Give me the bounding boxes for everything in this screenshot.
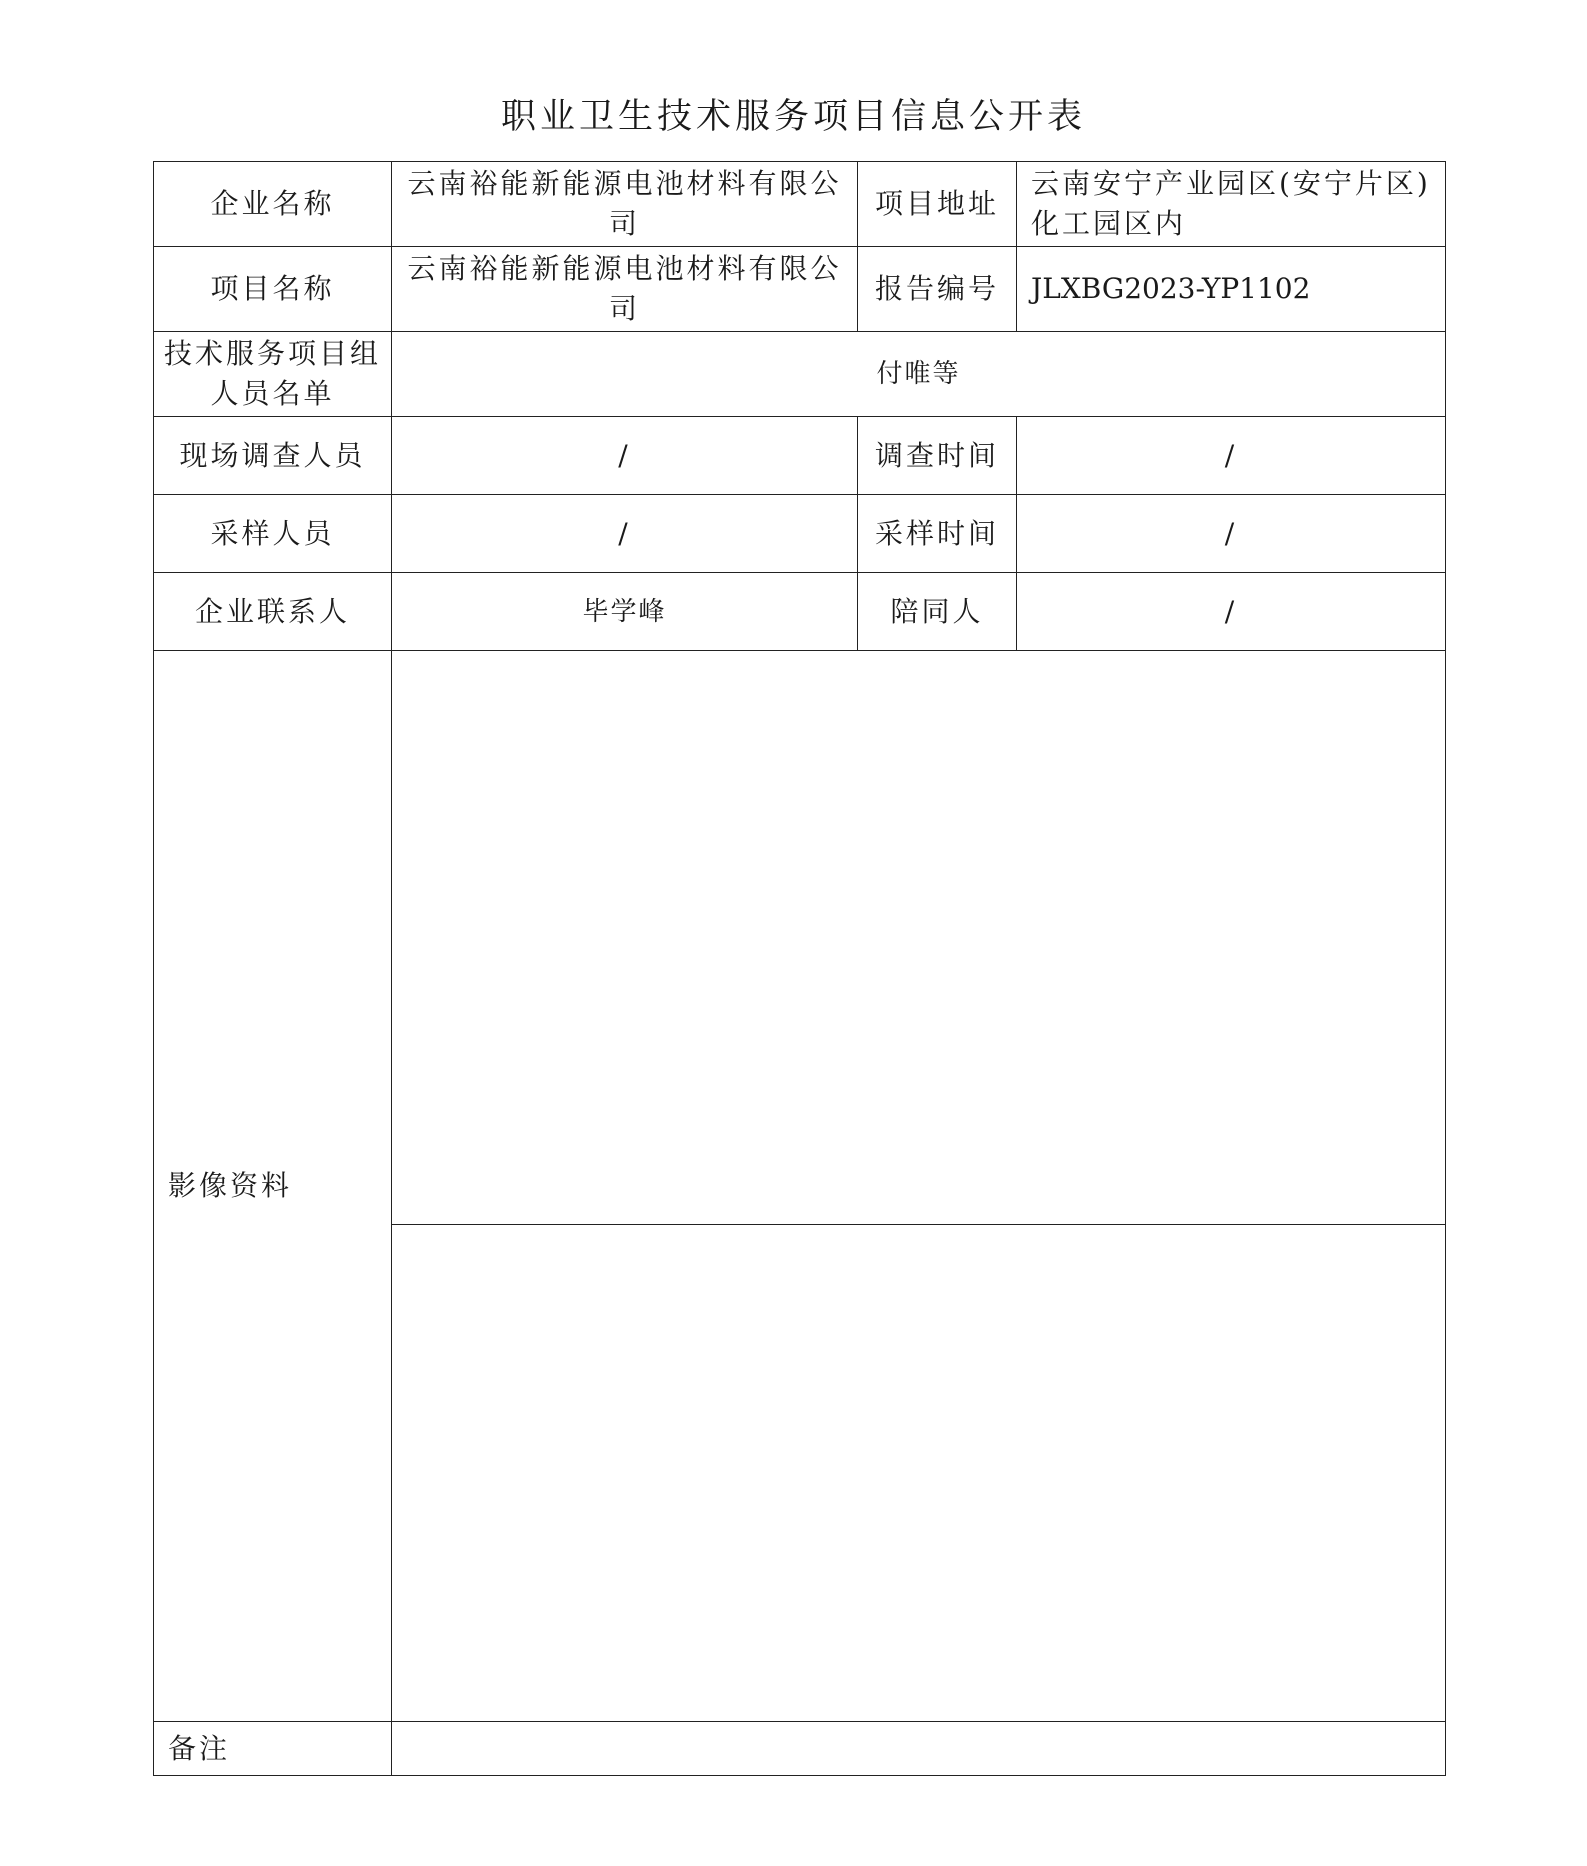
accompany-value: / (1017, 573, 1446, 651)
report-no-label: 报告编号 (858, 247, 1017, 332)
info-table (153, 161, 1446, 1776)
survey-time-value: / (1017, 417, 1446, 495)
project-name-label: 项目名称 (154, 247, 392, 332)
accompany-label: 陪同人 (858, 573, 1017, 651)
remarks-value (392, 1722, 1446, 1776)
project-name-value: 云南裕能新能源电池材料有限公司 (392, 247, 858, 332)
project-address-value: 云南安宁产业园区(安宁片区)化工园区内 (1017, 162, 1446, 247)
row-company-name (154, 162, 1446, 247)
row-remarks (154, 1722, 1446, 1776)
survey-staff-label: 现场调查人员 (154, 417, 392, 495)
media-image-slot-2 (392, 1225, 1446, 1722)
contact-value: 毕学峰 (392, 573, 858, 651)
sampling-staff-label: 采样人员 (154, 495, 392, 573)
row-team (154, 332, 1446, 417)
report-no-value: JLXBG2023-YP1102 (1017, 247, 1446, 332)
row-media-1 (154, 651, 1446, 1225)
sampling-time-label: 采样时间 (858, 495, 1017, 573)
team-label: 技术服务项目组人员名单 (154, 332, 392, 417)
row-survey (154, 417, 1446, 495)
team-value: 付唯等 (392, 332, 1446, 417)
sampling-staff-value: / (392, 495, 858, 573)
media-label: 影像资料 (154, 651, 392, 1722)
company-name-value: 云南裕能新能源电池材料有限公司 (392, 162, 858, 247)
row-sampling (154, 495, 1446, 573)
sampling-time-value: / (1017, 495, 1446, 573)
page-title: 职业卫生技术服务项目信息公开表 (500, 97, 1086, 137)
media-image-slot-1 (392, 651, 1446, 1225)
contact-label: 企业联系人 (154, 573, 392, 651)
survey-time-label: 调查时间 (858, 417, 1017, 495)
project-address-label: 项目地址 (858, 162, 1017, 247)
remarks-label: 备注 (154, 1722, 392, 1776)
company-name-label: 企业名称 (154, 162, 392, 247)
row-project-name (154, 247, 1446, 332)
row-contact (154, 573, 1446, 651)
survey-staff-value: / (392, 417, 858, 495)
